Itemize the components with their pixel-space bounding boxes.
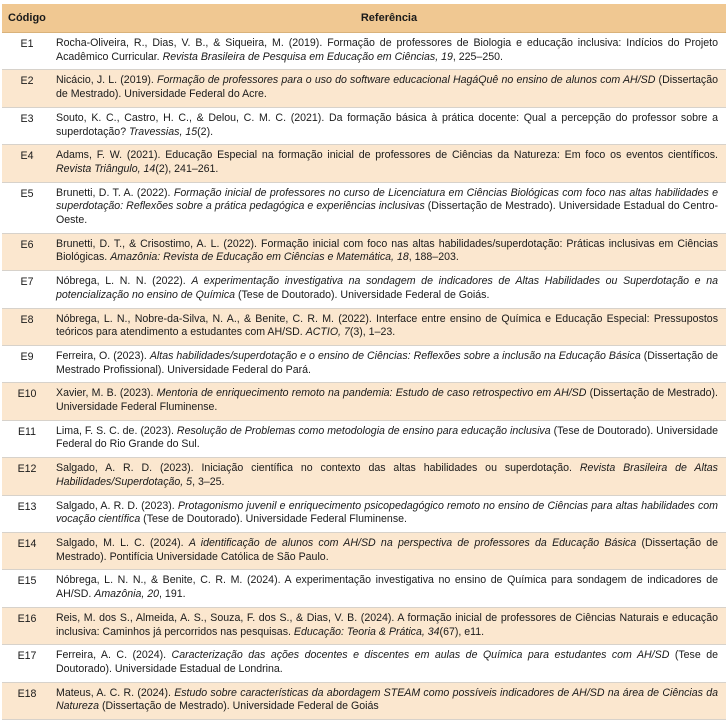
reference-italic-text: Protagonismo juvenil e enriquecimento psicopedagógico remoto no ensino de Ciências para altas habilidades com vocação científica: [56, 499, 719, 526]
table-row: [2, 107, 726, 144]
row-reference: [52, 271, 726, 308]
table-row: [2, 70, 726, 107]
table-row: [2, 495, 726, 532]
reference-italic-text: Revista Brasileira de Pesquisa em Educação em Ciências, 19: [162, 50, 453, 63]
reference-text: (Dissertação de Mestrado Profissional). Universidade Federal do Pará.: [56, 349, 718, 376]
reference-italic-text: Altas habilidades/superdotação e o ensino de Ciências: Reflexões sobre a inclusão na Educação Básica: [149, 349, 641, 362]
table-row: [2, 383, 726, 420]
reference-text: , 225–250.: [452, 50, 503, 63]
reference-italic-text: Formação inicial de professores no curso de Licenciatura em Ciências Biológicas com foco nas altas habilidades e superdotação: Reflexões sobre a prática pedagógica e experiências inclusivas: [56, 186, 718, 213]
reference-text: Ferreira, O. (2023).: [56, 349, 150, 362]
table-row: [2, 33, 726, 70]
reference-italic-text: Revista Triângulo, 14: [56, 162, 156, 175]
row-reference: [52, 532, 726, 569]
reference-italic-text: Educação: Teoria & Prática, 34: [293, 625, 440, 638]
row-reference: [52, 145, 726, 182]
row-code: E5: [2, 182, 52, 233]
reference-italic-text: Amazônia: Revista de Educação em Ciências e Matemática, 18: [110, 251, 409, 264]
row-code: E17: [2, 645, 52, 682]
reference-text: , 188–203.: [408, 251, 459, 264]
row-reference: [52, 233, 726, 270]
reference-italic-text: Revista Brasileira de Altas Habilidades/Superdotação, 5: [56, 462, 718, 488]
row-reference: [52, 682, 726, 719]
reference-italic-text: A experimentação investigativa na sondagem de indicadores de Altas Habilidades ou Superdotação e na potencialização no ensino de Química: [56, 275, 718, 301]
row-code: E12: [2, 458, 52, 495]
reference-text: Nicácio, J. L. (2019).: [56, 74, 158, 87]
table-header: [2, 4, 726, 33]
row-code: E18: [2, 682, 52, 719]
header-reference: Referência: [52, 4, 726, 33]
row-reference: [52, 645, 726, 682]
reference-text: (2).: [197, 125, 214, 138]
row-reference: [52, 607, 726, 644]
reference-italic-text: Estudo sobre características da abordagem STEAM como possíveis indicadores de AH/SD na área de Ciências da Natureza: [56, 686, 718, 713]
row-code: E8: [2, 308, 52, 345]
reference-text: (Tese de Doutorado). Universidade Federal do Rio Grande do Sul.: [56, 424, 719, 451]
table-row: [2, 570, 726, 607]
reference-italic-text: Mentoria de enriquecimento remoto na pandemia: Estudo de caso retrospectivo em AH/SD: [156, 387, 587, 400]
row-code: E10: [2, 383, 52, 420]
header-row: [2, 4, 726, 33]
references-table: [2, 4, 726, 720]
reference-italic-text: Travessias, 15: [129, 125, 198, 138]
table-row: [2, 145, 726, 182]
table-row: [2, 308, 726, 345]
table-row: [2, 233, 726, 270]
row-code: E1: [2, 33, 52, 70]
reference-text: Nóbrega, L. N. N., & Benite, C. R. M. (2024). A experimentação investigativa no ensino de Química para sondagem de indicadores de AH/SD.: [56, 574, 718, 601]
table-row: [2, 645, 726, 682]
row-reference: [52, 70, 726, 107]
reference-text: Nóbrega, L. N. N. (2022).: [56, 275, 192, 288]
reference-text: Brunetti, D. T. A. (2022).: [56, 186, 174, 199]
row-code: E4: [2, 145, 52, 182]
reference-text: (Tese de Doutorado). Universidade Federal de Goiás.: [235, 288, 490, 301]
reference-text: Salgado, A. R. D. (2023). Iniciação científica no contexto das altas habilidades ou superdotação.: [56, 462, 580, 475]
row-reference: [52, 570, 726, 607]
row-reference: [52, 495, 726, 532]
reference-text: (Tese de Doutorado). Universidade Estadual de Londrina.: [56, 649, 719, 675]
header-code: Código: [2, 4, 52, 33]
reference-text: , 191.: [159, 588, 186, 601]
table-row: [2, 420, 726, 457]
row-reference: [52, 107, 726, 144]
table-row: [2, 682, 726, 719]
reference-text: Nóbrega, L. N., Nobre-da-Silva, N. A., & Benite, C. R. M. (2022). Interface entre ensino de Química e Educação Especial: Pressupostos teóricos para atendimento a estudantes com AH/SD.: [56, 312, 718, 339]
row-code: E6: [2, 233, 52, 270]
row-code: E7: [2, 271, 52, 308]
reference-text: (3), 1–23.: [349, 326, 396, 339]
row-reference: [52, 33, 726, 70]
row-reference: [52, 182, 726, 233]
reference-text: (Dissertação de Mestrado). Universidade Federal do Acre.: [56, 74, 719, 101]
reference-text: Lima, F. S. C. de. (2023).: [56, 424, 177, 437]
table-row: [2, 345, 726, 382]
reference-text: Xavier, M. B. (2023).: [56, 387, 157, 400]
reference-text: Salgado, M. L. C. (2024).: [56, 536, 189, 549]
table-row: [2, 271, 726, 308]
reference-text: Adams, F. W. (2021). Educação Especial na formação inicial de professores de Ciências da Natureza: Em foco os eventos científicos.: [56, 149, 718, 162]
table-body: [2, 33, 726, 720]
row-code: E2: [2, 70, 52, 107]
reference-text: Souto, K. C., Castro, H. C., & Delou, C. M. C. (2021). Da formação básica à prática docente: Qual a percepção do professor sobre a superdotação?: [56, 111, 718, 138]
table-row: [2, 532, 726, 569]
reference-text: Reis, M. dos S., Almeida, A. S., Souza, F. dos S., & Dias, V. B. (2024). A formação inicial de professores de Ciências Naturais e educação inclusiva: Caminhos já percorridos nas pesquisas.: [56, 611, 718, 638]
reference-text: Salgado, A. R. D. (2023).: [56, 499, 178, 512]
reference-text: (Tese de Doutorado). Universidade Federal Fluminense.: [140, 513, 407, 526]
reference-text: Rocha-Oliveira, R., Dias, V. B., & Siqueira, M. (2019). Formação de professores de Biologia e educação inclusiva: Indícios do Projeto Acadêmico Curricular.: [56, 37, 718, 63]
table-row: [2, 458, 726, 495]
reference-italic-text: Amazônia, 20: [94, 588, 160, 601]
reference-text: (Dissertação de Mestrado). Universidade Federal Fluminense.: [56, 387, 718, 414]
table-row: [2, 182, 726, 233]
reference-text: , 3–25.: [192, 475, 225, 488]
row-reference: [52, 458, 726, 495]
row-code: E14: [2, 532, 52, 569]
row-reference: [52, 345, 726, 382]
reference-text: Brunetti, D. T., & Crisostimo, A. L. (2022). Formação inicial com foco nas altas habilidades/superdotação: Práticas inclusivas em Ciências Biológicas.: [56, 237, 718, 264]
row-reference: [52, 308, 726, 345]
reference-italic-text: A identificação de alunos com AH/SD na perspectiva de professores da Educação Básica: [188, 536, 637, 549]
reference-text: (Dissertação de Mestrado). Universidade Federal de Goiás: [99, 700, 379, 713]
reference-text: (2), 241–261.: [155, 162, 219, 175]
reference-text: Mateus, A. C. R. (2024).: [56, 686, 175, 699]
reference-text: (67), e11.: [439, 625, 485, 638]
row-code: E9: [2, 345, 52, 382]
reference-italic-text: Resolução de Problemas como metodologia de ensino para educação inclusiva: [176, 424, 551, 437]
row-code: E13: [2, 495, 52, 532]
row-code: E3: [2, 107, 52, 144]
reference-text: (Dissertação de Mestrado). Universidade Estadual do Centro-Oeste.: [56, 200, 718, 227]
row-code: E16: [2, 607, 52, 644]
reference-text: (Dissertação de Mestrado). Pontifícia Universidade Católica de São Paulo.: [56, 536, 718, 563]
reference-text: Ferreira, A. C. (2024).: [56, 649, 172, 662]
row-reference: [52, 383, 726, 420]
reference-italic-text: ACTIO, 7: [305, 326, 350, 339]
reference-italic-text: Caracterização das ações docentes e discentes em aulas de Química para estudantes com AH/SD: [171, 649, 670, 662]
row-code: E11: [2, 420, 52, 457]
row-code: E15: [2, 570, 52, 607]
reference-italic-text: Formação de professores para o uso do software educacional HagáQuê no ensino de alunos com AH/SD: [157, 74, 656, 87]
table-row: [2, 607, 726, 644]
row-reference: [52, 420, 726, 457]
